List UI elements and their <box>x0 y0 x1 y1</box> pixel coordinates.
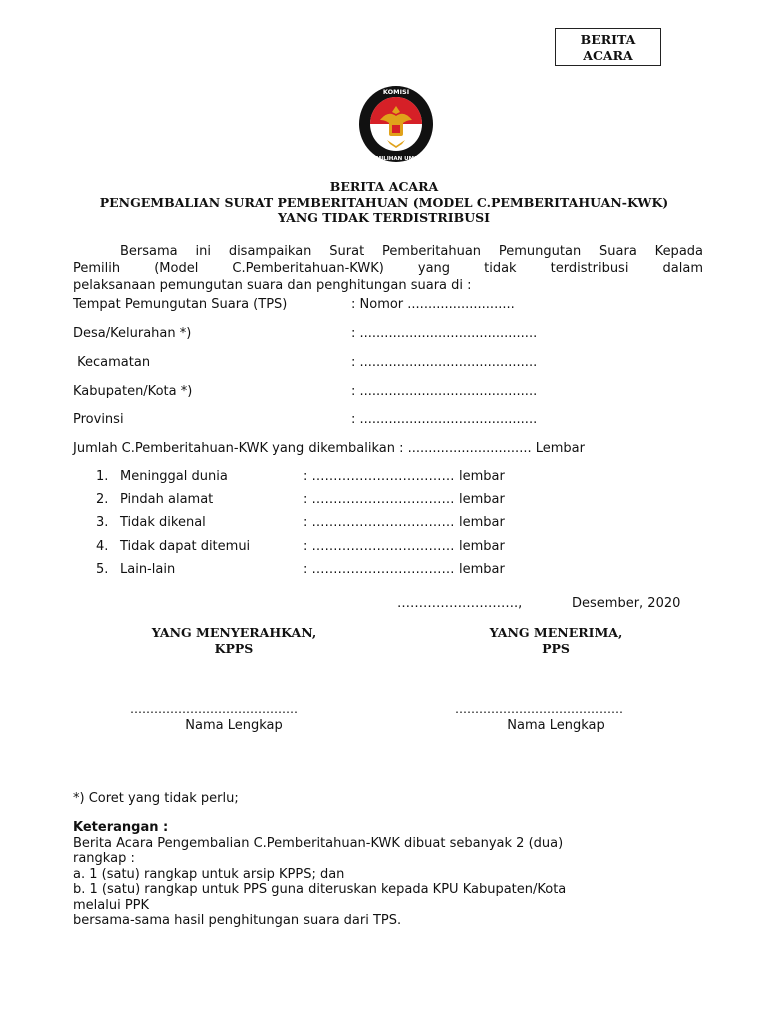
field-label: Provinsi <box>73 412 124 427</box>
reason-text: Lain-lain <box>120 562 176 577</box>
keterangan-line-5: melalui PPK <box>73 897 150 913</box>
reason-text: Tidak dapat ditemui <box>120 539 251 554</box>
reason-dots: : …………………………… <box>303 469 455 484</box>
keterangan-line-1: Berita Acara Pengembalian C.Pemberitahuan-KWK dibuat sebanyak 2 (dua) <box>73 835 564 851</box>
signature-left-name: Nama Lengkap <box>185 718 283 733</box>
jumlah-line: Jumlah C.Pemberitahuan-KWK yang dikembalikan : .............................. Lembar <box>73 441 585 456</box>
reason-number: 5. <box>96 562 109 577</box>
reason-dots: : …………………………… <box>303 562 455 577</box>
intro-line-2: Pemilih (Model C.Pemberitahuan-KWK) yang tidak terdistribusi dalam <box>73 261 703 276</box>
reason-dots: : …………………………… <box>303 515 455 530</box>
field-value: : ........................................... <box>351 412 538 427</box>
field-value: : ........................................... <box>351 326 538 341</box>
keterangan-line-6: bersama-sama hasil penghitungan suara dari TPS. <box>73 913 402 928</box>
reason-unit: lembar <box>459 562 505 577</box>
keterangan-line-4: b. 1 (satu) rangkap untuk PPS guna diteruskan kepada KPU Kabupaten/Kota <box>73 882 567 897</box>
signature-left-role: YANG MENYERAHKAN, <box>151 625 317 640</box>
reason-text: Pindah alamat <box>120 492 214 507</box>
reason-number: 2. <box>96 492 109 507</box>
reason-number: 4. <box>96 539 109 554</box>
reason-text: Meninggal dunia <box>120 469 228 484</box>
intro-paragraph <box>73 243 703 294</box>
reason-number: 1. <box>96 469 109 484</box>
intro-line-3: pelaksanaan pemungutan suara dan penghitungan suara di : <box>73 278 472 293</box>
badge-line-1: BERITA <box>580 32 636 47</box>
field-value: : ........................................... <box>351 355 538 370</box>
place-blank: ………………………., <box>397 596 523 611</box>
reason-text: Tidak dikenal <box>120 515 206 530</box>
place-date-line <box>397 596 681 611</box>
badge-line-2: ACARA <box>583 48 633 63</box>
keterangan-line-2: rangkap : <box>73 851 135 866</box>
logo-text-bottom: PEMILIHAN UMUM <box>367 156 425 162</box>
berita-acara-badge <box>555 28 661 66</box>
reason-dots: : …………………………… <box>303 539 455 554</box>
field-label: Tempat Pemungutan Suara (TPS) <box>73 297 288 312</box>
keterangan-section <box>73 820 683 929</box>
reason-unit: lembar <box>459 492 505 507</box>
signature-right-line: …………………………………… <box>455 702 623 716</box>
signature-left-heading <box>104 625 364 656</box>
signature-left-line: …………………………………… <box>130 702 298 716</box>
reason-unit: lembar <box>459 469 505 484</box>
keterangan-title: Keterangan : <box>73 820 169 835</box>
field-value: : ........................................... <box>351 384 538 399</box>
logo-text-top: KOMISI <box>382 88 410 96</box>
keterangan-line-3: a. 1 (satu) rangkap untuk arsip KPPS; dan <box>73 866 345 882</box>
heading-line-3: YANG TIDAK TERDISTRIBUSI <box>278 210 490 225</box>
field-value: : Nomor .......................... <box>351 297 515 312</box>
heading-line-2: PENGEMBALIAN SURAT PEMBERITAHUAN (MODEL C.PEMBERITAHUAN-KWK) <box>99 194 669 210</box>
signature-right-heading <box>426 625 686 656</box>
field-label: Kecamatan <box>73 355 151 370</box>
signature-right-org: PPS <box>542 640 570 656</box>
field-label: Kabupaten/Kota *) <box>73 384 193 399</box>
date-text: Desember, 2020 <box>572 596 681 611</box>
signature-left-org: KPPS <box>214 640 254 656</box>
intro-line-1: Bersama ini disampaikan Surat Pemberitahuan Pemungutan Suara Kepada <box>120 244 703 259</box>
field-label: Desa/Kelurahan *) <box>73 326 192 341</box>
signature-right-name: Nama Lengkap <box>507 718 605 733</box>
reason-dots: : …………………………… <box>303 492 455 507</box>
document-heading <box>0 179 768 226</box>
reason-unit: lembar <box>459 515 505 530</box>
reason-unit: lembar <box>459 539 505 554</box>
kpu-garuda-logo-icon <box>351 84 441 164</box>
reason-number: 3. <box>96 515 109 530</box>
heading-line-1: BERITA ACARA <box>329 179 439 194</box>
footnote: *) Coret yang tidak perlu; <box>73 791 239 806</box>
signature-right-role: YANG MENERIMA, <box>489 625 623 640</box>
